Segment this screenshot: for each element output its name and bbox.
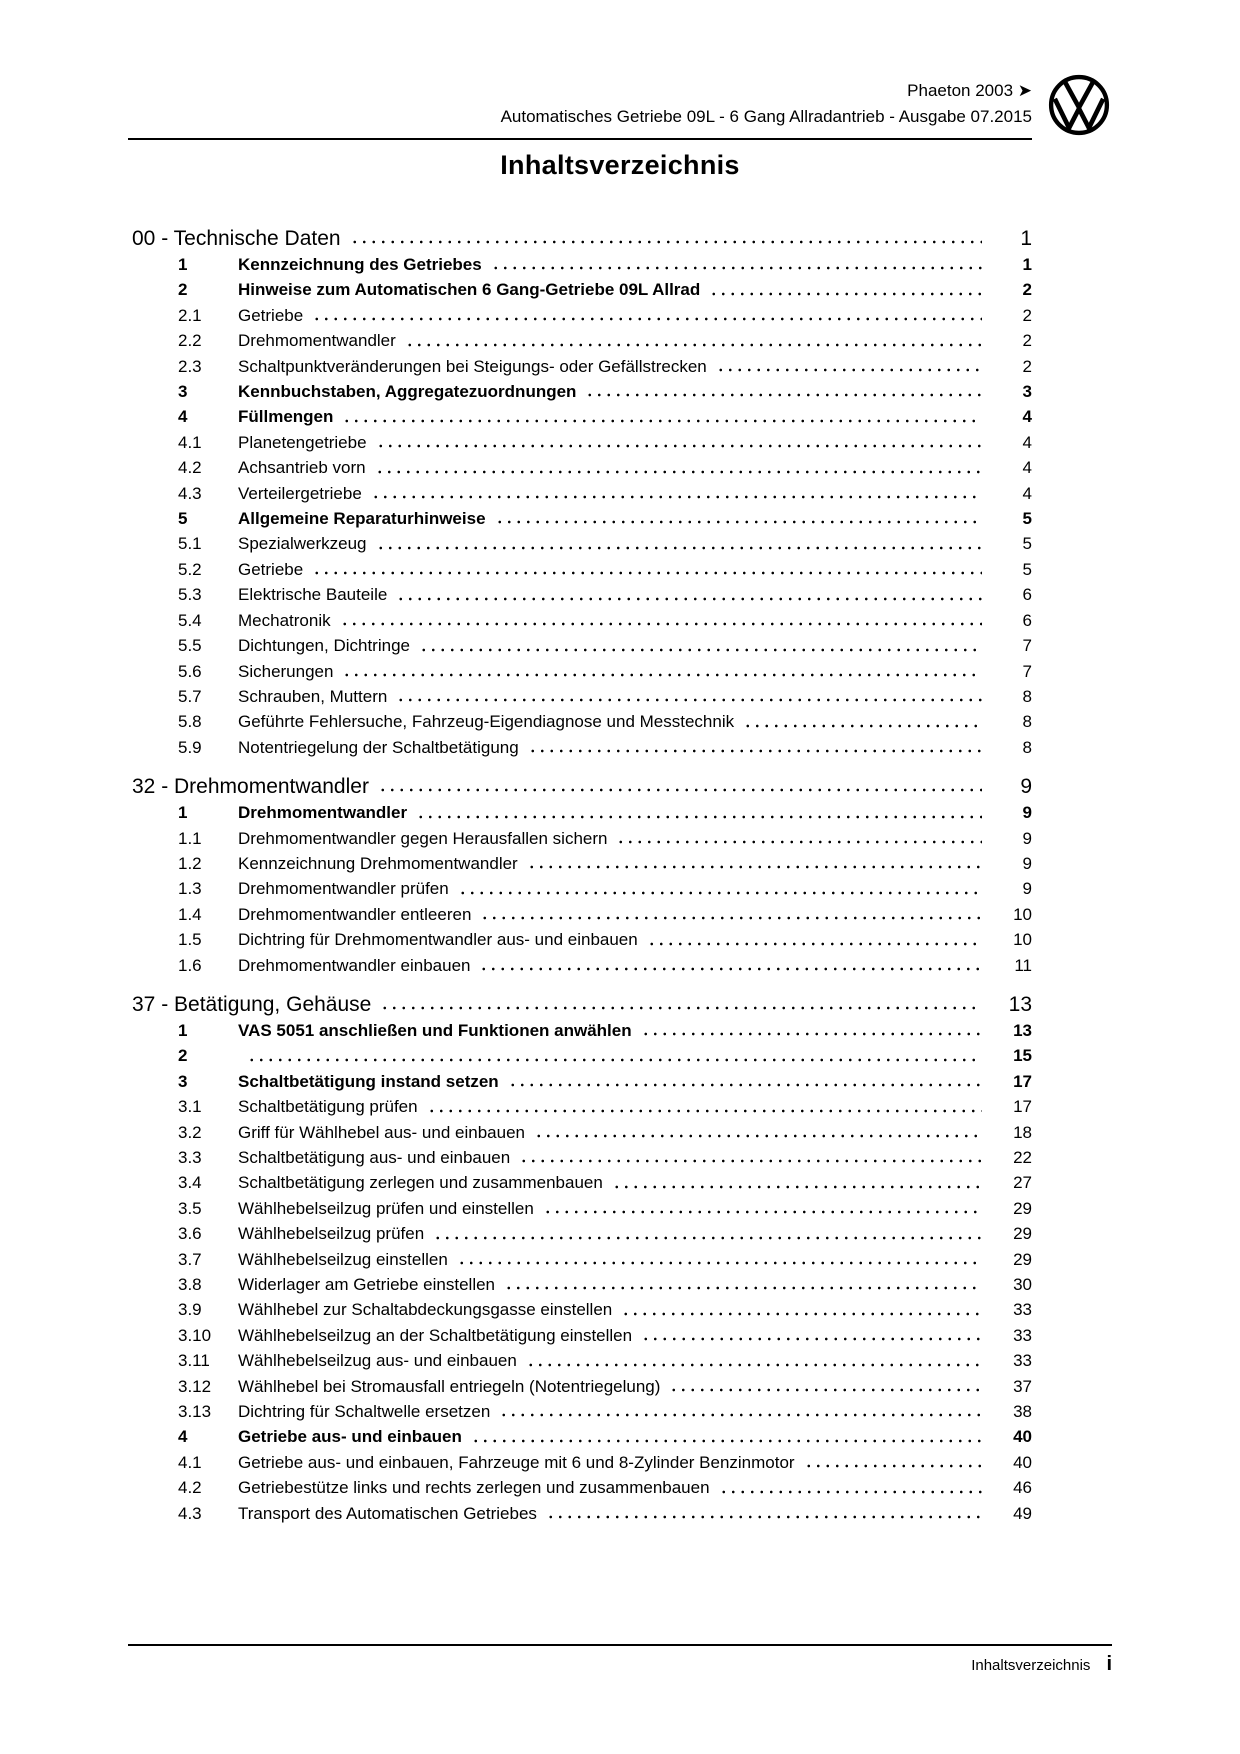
toc-item-row (128, 1018, 1032, 1043)
dot-leader (506, 1069, 982, 1094)
header-divider (128, 138, 1032, 140)
dot-leader (456, 876, 982, 901)
dot-leader (645, 927, 982, 952)
item-number: 1 (178, 1020, 188, 1040)
item-page-number: 33 (1013, 1325, 1032, 1345)
footer-label: Inhaltsverzeichnis (971, 1657, 1091, 1674)
item-number: 5.7 (178, 686, 202, 706)
item-number: 4 (178, 407, 188, 427)
dot-leader (373, 455, 982, 480)
item-title: Kennzeichnung Drehmomentwandler (238, 853, 518, 873)
item-page-number: 2 (1022, 356, 1032, 376)
item-number: 3.8 (178, 1275, 202, 1295)
dot-leader (525, 851, 982, 876)
toc-item-row (128, 354, 1032, 379)
dot-leader (340, 404, 982, 429)
item-page-number: 33 (1013, 1351, 1032, 1371)
toc-item-row (128, 1145, 1032, 1170)
item-number: 4 (178, 1427, 188, 1447)
item-number: 2 (178, 280, 188, 300)
dot-leader (707, 277, 982, 302)
item-page-number: 22 (1013, 1148, 1032, 1167)
toc-item-row (128, 902, 1032, 927)
item-title: Dichtring für Schaltwelle ersetzen (238, 1402, 491, 1422)
item-page-number: 2 (1022, 331, 1032, 351)
item-page-number: 40 (1013, 1427, 1032, 1447)
toc-item-row (128, 531, 1032, 556)
item-title: Füllmengen (238, 407, 334, 427)
dot-leader (245, 1043, 982, 1068)
item-title: Drehmomentwandler (238, 803, 408, 823)
toc-item-row (128, 1272, 1032, 1297)
item-page-number: 3 (1022, 382, 1032, 402)
item-number: 3.2 (178, 1122, 202, 1142)
dot-leader (497, 1399, 982, 1424)
item-number: 5.1 (178, 534, 202, 554)
item-page-number: 5 (1022, 509, 1032, 529)
item-page-number: 38 (1013, 1402, 1032, 1422)
item-number: 4.3 (178, 1503, 202, 1523)
chapter-page-number: 9 (1020, 775, 1032, 799)
item-title: Widerlager am Getriebe einstellen (238, 1275, 496, 1295)
item-title: Geführte Fehlersuche, Fahrzeug-Eigendiagnose und Messtechnik (238, 712, 735, 732)
dot-leader (378, 991, 982, 1018)
item-page-number: 2 (1022, 280, 1032, 300)
item-page-number: 10 (1013, 904, 1032, 924)
dot-leader (802, 1450, 982, 1475)
dot-leader (403, 328, 982, 353)
item-page-number: 29 (1013, 1249, 1032, 1269)
item-page-number: 11 (1014, 955, 1032, 975)
item-number: 3.9 (178, 1300, 202, 1320)
item-page-number: 40 (1013, 1452, 1032, 1472)
toc-item-row (128, 1399, 1032, 1424)
footer-page-number: i (1106, 1653, 1112, 1675)
item-number: 2.2 (178, 331, 202, 351)
item-number: 1.3 (178, 879, 202, 899)
toc-chapter-row (128, 773, 1032, 800)
dot-leader (338, 608, 982, 633)
toc-item-row (128, 876, 1032, 901)
item-title: Verteilergetriebe (238, 483, 362, 503)
chapter-label: 37 - Betätigung, Gehäuse (132, 992, 372, 1016)
item-page-number: 4 (1022, 483, 1032, 503)
dot-leader (639, 1323, 982, 1348)
item-title: Kennzeichnung des Getriebes (238, 255, 482, 274)
item-page-number: 17 (1013, 1071, 1032, 1091)
toc-item-row (128, 1297, 1032, 1322)
item-title: Wählhebelseilzug aus- und einbauen (238, 1351, 517, 1371)
dot-leader (583, 379, 982, 404)
toc-item-row (128, 404, 1032, 429)
item-page-number: 17 (1013, 1097, 1032, 1117)
item-page-number: 5 (1022, 534, 1032, 554)
toc-item-row (128, 1170, 1032, 1195)
item-title: Schrauben, Muttern (238, 686, 388, 706)
item-number: 5.9 (178, 737, 202, 757)
item-title: Kennbuchstaben, Aggregatezuordnungen (238, 382, 577, 402)
item-number: 5.3 (178, 585, 202, 605)
toc-item-row (128, 557, 1032, 582)
toc-item-row (128, 1323, 1032, 1348)
toc-item-row (128, 800, 1032, 825)
dot-leader (524, 1348, 982, 1373)
dot-leader (741, 709, 982, 734)
dot-leader (369, 481, 982, 506)
item-page-number: 46 (1013, 1478, 1032, 1498)
item-title: Wählhebelseilzug einstellen (238, 1249, 448, 1269)
item-title: Schaltpunktveränderungen bei Steigungs- oder Gefällstrecken (238, 356, 707, 376)
toc-item-row (128, 709, 1032, 734)
toc-item-row (128, 582, 1032, 607)
item-title: Mechatronik (238, 610, 331, 630)
item-title: Dichtring für Drehmomentwandler aus- und einbauen (238, 930, 638, 950)
toc-item-row (128, 659, 1032, 684)
toc-item-row (128, 1196, 1032, 1221)
item-title: Wählhebelseilzug an der Schaltbetätigung einstellen (238, 1325, 633, 1345)
item-page-number: 29 (1013, 1224, 1032, 1244)
toc-item-row (128, 1450, 1032, 1475)
item-number: 3.10 (178, 1325, 212, 1345)
item-page-number: 2 (1022, 305, 1032, 325)
item-number: 5.6 (178, 661, 202, 681)
header-subtitle-line: Automatisches Getriebe 09L - 6 Gang Allradantrieb - Ausgabe 07.2015 (500, 107, 1032, 126)
item-number: 3.13 (178, 1402, 212, 1422)
item-page-number: 30 (1013, 1275, 1032, 1295)
item-title: Getriebe (238, 305, 304, 325)
dot-leader (374, 430, 982, 455)
item-title: Drehmomentwandler gegen Herausfallen sichern (238, 828, 608, 848)
item-title: Hinweise zum Automatischen 6 Gang-Getriebe 09L Allrad (238, 280, 701, 300)
dot-leader (610, 1170, 982, 1195)
item-title: Wählhebel zur Schaltabdeckungsgasse einstellen (238, 1300, 613, 1320)
page-title: Inhaltsverzeichnis (500, 150, 740, 180)
item-page-number: 33 (1013, 1300, 1032, 1320)
dot-leader (340, 659, 982, 684)
dot-leader (376, 773, 982, 800)
toc-item-row (128, 430, 1032, 455)
item-number: 1 (178, 255, 188, 274)
item-page-number: 8 (1022, 712, 1032, 732)
toc-item-row (128, 1069, 1032, 1094)
dot-leader (502, 1272, 982, 1297)
item-number: 4.2 (178, 458, 202, 478)
footer-divider (128, 1644, 1112, 1646)
item-number: 3.11 (178, 1351, 210, 1371)
item-page-number: 7 (1022, 636, 1032, 656)
item-number: 1.1 (178, 828, 202, 848)
toc-item-row (128, 1120, 1032, 1145)
item-page-number: 9 (1022, 879, 1032, 899)
item-number: 4.2 (178, 1478, 202, 1498)
dot-leader (394, 582, 982, 607)
toc-item-row (128, 1043, 1032, 1068)
toc-item-row (128, 1501, 1032, 1526)
item-title: Drehmomentwandler entleeren (238, 904, 472, 924)
item-title: Schaltbetätigung prüfen (238, 1097, 418, 1117)
toc-item-row (128, 608, 1032, 633)
item-page-number: 29 (1013, 1198, 1032, 1218)
item-title: Sicherungen (238, 661, 334, 681)
item-number: 3.7 (178, 1249, 202, 1269)
item-number: 3.5 (178, 1198, 202, 1218)
item-title: Drehmomentwandler (238, 331, 396, 351)
item-number: 4.1 (178, 1452, 202, 1472)
item-number: 2.1 (178, 305, 202, 325)
item-page-number: 13 (1013, 1020, 1032, 1040)
item-number: 1.5 (178, 930, 202, 950)
dot-leader (431, 1221, 982, 1246)
item-page-number: 8 (1022, 737, 1032, 757)
item-number: 1.6 (178, 955, 202, 975)
toc-item-row (128, 826, 1032, 851)
item-title: Schaltbetätigung instand setzen (238, 1071, 499, 1091)
toc-item-row (128, 1374, 1032, 1399)
item-title: Wählhebelseilzug prüfen (238, 1224, 425, 1244)
item-page-number: 7 (1022, 661, 1032, 681)
toc-chapter-row (128, 991, 1032, 1018)
toc-item-row (128, 455, 1032, 480)
chapter-page-number: 13 (1008, 992, 1032, 1016)
item-title: Getriebe aus- und einbauen (238, 1427, 462, 1447)
item-number: 1.4 (178, 904, 202, 924)
item-page-number: 9 (1022, 853, 1032, 873)
dot-leader (717, 1475, 982, 1500)
toc-item-row (128, 379, 1032, 404)
dot-leader (541, 1196, 982, 1221)
item-title: Planetengetriebe (238, 432, 367, 452)
dot-leader (455, 1247, 982, 1272)
dot-leader (414, 800, 982, 825)
item-title: Allgemeine Reparaturhinweise (238, 509, 486, 529)
dot-leader (310, 303, 982, 328)
item-number: 5.2 (178, 559, 202, 579)
item-page-number: 8 (1022, 686, 1032, 706)
item-title: VAS 5051 anschließen und Funktionen anwählen (238, 1020, 632, 1040)
toc-item-row (128, 1348, 1032, 1373)
item-number: 3.4 (178, 1173, 202, 1193)
toc-item-row (128, 481, 1032, 506)
item-page-number: 27 (1013, 1173, 1032, 1193)
item-title: Schaltbetätigung zerlegen und zusammenbauen (238, 1173, 603, 1193)
item-number: 2.3 (178, 356, 202, 376)
item-number: 5.5 (178, 636, 202, 656)
dot-leader (714, 354, 982, 379)
item-title: Spezialwerkzeug (238, 534, 367, 554)
item-page-number: 15 (1013, 1046, 1032, 1066)
header-model-line: Phaeton 2003 ➤ (907, 81, 1032, 100)
dot-leader (478, 902, 982, 927)
chapter-label: 00 - Technische Daten (132, 227, 341, 250)
toc-item-row (128, 735, 1032, 760)
dot-leader (310, 557, 982, 582)
toc-item-row (128, 851, 1032, 876)
dot-leader (489, 252, 982, 277)
item-number: 5 (178, 509, 188, 529)
item-number: 3.6 (178, 1224, 202, 1244)
item-page-number: 4 (1022, 432, 1032, 452)
item-page-number: 4 (1022, 407, 1032, 427)
dot-leader (493, 506, 982, 531)
toc-item-row (128, 633, 1032, 658)
item-page-number: 10 (1013, 930, 1032, 950)
item-number: 4.3 (178, 483, 202, 503)
item-title: Getriebe (238, 559, 304, 579)
dot-leader (532, 1120, 982, 1145)
item-number: 3 (178, 1071, 188, 1091)
page-footer (128, 1652, 1112, 1678)
item-title: Drehmomentwandler einbauen (238, 955, 471, 975)
item-page-number: 6 (1022, 585, 1032, 605)
item-number: 4.1 (178, 432, 202, 452)
toc (128, 212, 1032, 1526)
dot-leader (348, 225, 982, 252)
toc-chapter-row (128, 225, 1032, 252)
dot-leader (469, 1424, 982, 1449)
item-number: 3.1 (178, 1097, 202, 1117)
toc-item-row (128, 1475, 1032, 1500)
item-number: 2 (178, 1046, 188, 1066)
dot-leader (425, 1094, 982, 1119)
item-title: Schaltbetätigung aus- und einbauen (238, 1148, 511, 1167)
item-title: Elektrische Bauteile (238, 585, 388, 605)
toc-item-row (128, 927, 1032, 952)
item-number: 3.12 (178, 1376, 212, 1396)
item-number: 3 (178, 382, 188, 402)
toc-item-row (128, 953, 1032, 978)
toc-item-row (128, 684, 1032, 709)
item-title: Getriebe aus- und einbauen, Fahrzeuge mit 6 und 8-Zylinder Benzinmotor (238, 1452, 795, 1472)
item-page-number: 9 (1022, 803, 1032, 823)
vw-logo-icon (1048, 74, 1110, 136)
item-title: Griff für Wählhebel aus- und einbauen (238, 1122, 525, 1142)
item-title: Transport des Automatischen Getriebes (238, 1503, 537, 1523)
item-title: Getriebestütze links und rechts zerlegen und zusammenbauen (238, 1478, 710, 1498)
item-page-number: 18 (1013, 1122, 1032, 1142)
toc-item-row (128, 1221, 1032, 1246)
item-number: 1 (178, 803, 188, 823)
item-title: Dichtungen, Dichtringe (238, 636, 410, 656)
toc-item-row (128, 1424, 1032, 1449)
item-title: Wählhebelseilzug prüfen und einstellen (238, 1198, 534, 1218)
toc-item-row (128, 1094, 1032, 1119)
item-page-number: 4 (1022, 458, 1032, 478)
item-page-number: 9 (1022, 828, 1032, 848)
dot-leader (526, 735, 982, 760)
item-title: Wählhebel bei Stromausfall entriegeln (Notentriegelung) (238, 1376, 661, 1396)
dot-leader (667, 1374, 982, 1399)
toc-item-row (128, 303, 1032, 328)
dot-leader (394, 684, 982, 709)
dot-leader (614, 826, 982, 851)
toc-item-row (128, 252, 1032, 277)
toc-item-row (128, 277, 1032, 302)
toc-item-row (128, 328, 1032, 353)
toc-item-row (128, 1247, 1032, 1272)
dot-leader (639, 1018, 982, 1043)
dot-leader (517, 1145, 982, 1170)
dot-leader (477, 953, 982, 978)
dot-leader (544, 1501, 982, 1526)
chapter-label: 32 - Drehmomentwandler (132, 775, 369, 799)
item-page-number: 1 (1022, 255, 1032, 274)
item-number: 5.4 (178, 610, 202, 630)
item-page-number: 5 (1022, 559, 1032, 579)
item-page-number: 6 (1022, 610, 1032, 630)
dot-leader (619, 1297, 982, 1322)
toc-item-row (128, 506, 1032, 531)
item-number: 3.3 (178, 1148, 202, 1167)
item-title: Notentriegelung der Schaltbetätigung (238, 737, 519, 757)
dot-leader (374, 531, 982, 556)
dot-leader (417, 633, 982, 658)
chapter-page-number: 1 (1020, 227, 1032, 250)
item-page-number: 37 (1013, 1376, 1032, 1396)
item-number: 5.8 (178, 712, 202, 732)
page-header (128, 78, 1032, 130)
item-title: Drehmomentwandler prüfen (238, 879, 449, 899)
item-number: 1.2 (178, 853, 202, 873)
item-title: Achsantrieb vorn (238, 458, 366, 478)
item-page-number: 49 (1013, 1503, 1032, 1523)
